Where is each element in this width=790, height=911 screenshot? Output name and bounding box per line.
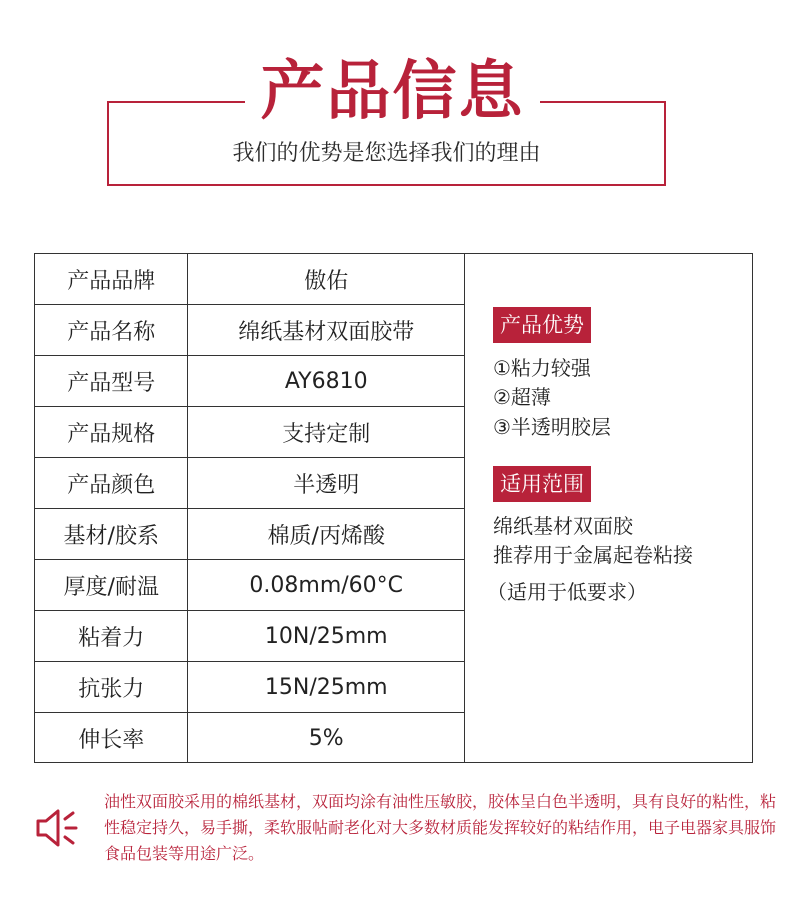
spec-key: 产品颜色 bbox=[35, 458, 188, 509]
spec-key: 抗张力 bbox=[35, 662, 188, 713]
spec-key: 产品品牌 bbox=[35, 254, 188, 305]
table-row bbox=[35, 458, 465, 509]
spec-panel bbox=[34, 253, 753, 763]
spec-key: 厚度/耐温 bbox=[35, 560, 188, 611]
spec-key: 伸长率 bbox=[35, 713, 188, 764]
spec-table bbox=[35, 254, 465, 763]
table-row bbox=[35, 356, 465, 407]
table-row bbox=[35, 611, 465, 662]
applications-tag: 适用范围 bbox=[493, 466, 591, 502]
table-row bbox=[35, 407, 465, 458]
spec-key: 产品名称 bbox=[35, 305, 188, 356]
table-row bbox=[35, 662, 465, 713]
table-row bbox=[35, 713, 465, 764]
spec-key: 基材/胶系 bbox=[35, 509, 188, 560]
spec-value: 15N/25mm bbox=[188, 662, 465, 713]
table-row bbox=[35, 305, 465, 356]
advantage-item: ②超薄 bbox=[493, 385, 551, 409]
page-subtitle: 我们的优势是您选择我们的理由 bbox=[232, 141, 541, 166]
spec-value: 傲佑 bbox=[188, 254, 465, 305]
spec-value: 0.08mm/60°C bbox=[188, 560, 465, 611]
spec-key: 产品规格 bbox=[35, 407, 188, 458]
table-row bbox=[35, 560, 465, 611]
spec-value: 支持定制 bbox=[188, 407, 465, 458]
spec-value: AY6810 bbox=[188, 356, 465, 407]
table-row bbox=[35, 509, 465, 560]
application-line: 推荐用于金属起卷粘接 bbox=[493, 543, 693, 567]
advantage-item: ③半透明胶层 bbox=[493, 415, 611, 439]
spec-value: 棉质/丙烯酸 bbox=[188, 509, 465, 560]
description-note bbox=[34, 789, 777, 879]
spec-value: 半透明 bbox=[188, 458, 465, 509]
table-row bbox=[35, 254, 465, 305]
application-line: （适用于低要求） bbox=[487, 580, 647, 604]
advantage-item: ①粘力较强 bbox=[493, 356, 591, 380]
description-text: 油性双面胶采用的棉纸基材，双面均涂有油性压敏胶，胶体呈白色半透明，具有良好的粘性，粘性稳定持久，易手撕，柔软服帖耐老化对大多数材质能发挥较好的粘结作用，电子电器家具服饰食品包装等用途广泛。 bbox=[104, 792, 777, 863]
spec-value: 绵纸基材双面胶带 bbox=[188, 305, 465, 356]
spec-key: 产品型号 bbox=[35, 356, 188, 407]
page-title: 产品信息 bbox=[260, 55, 525, 129]
application-line: 绵纸基材双面胶 bbox=[493, 514, 633, 538]
feature-panel bbox=[465, 254, 753, 762]
advantages-tag: 产品优势 bbox=[493, 307, 591, 343]
speaker-icon bbox=[34, 805, 80, 851]
spec-value: 5% bbox=[188, 713, 465, 764]
spec-key: 粘着力 bbox=[35, 611, 188, 662]
spec-value: 10N/25mm bbox=[188, 611, 465, 662]
